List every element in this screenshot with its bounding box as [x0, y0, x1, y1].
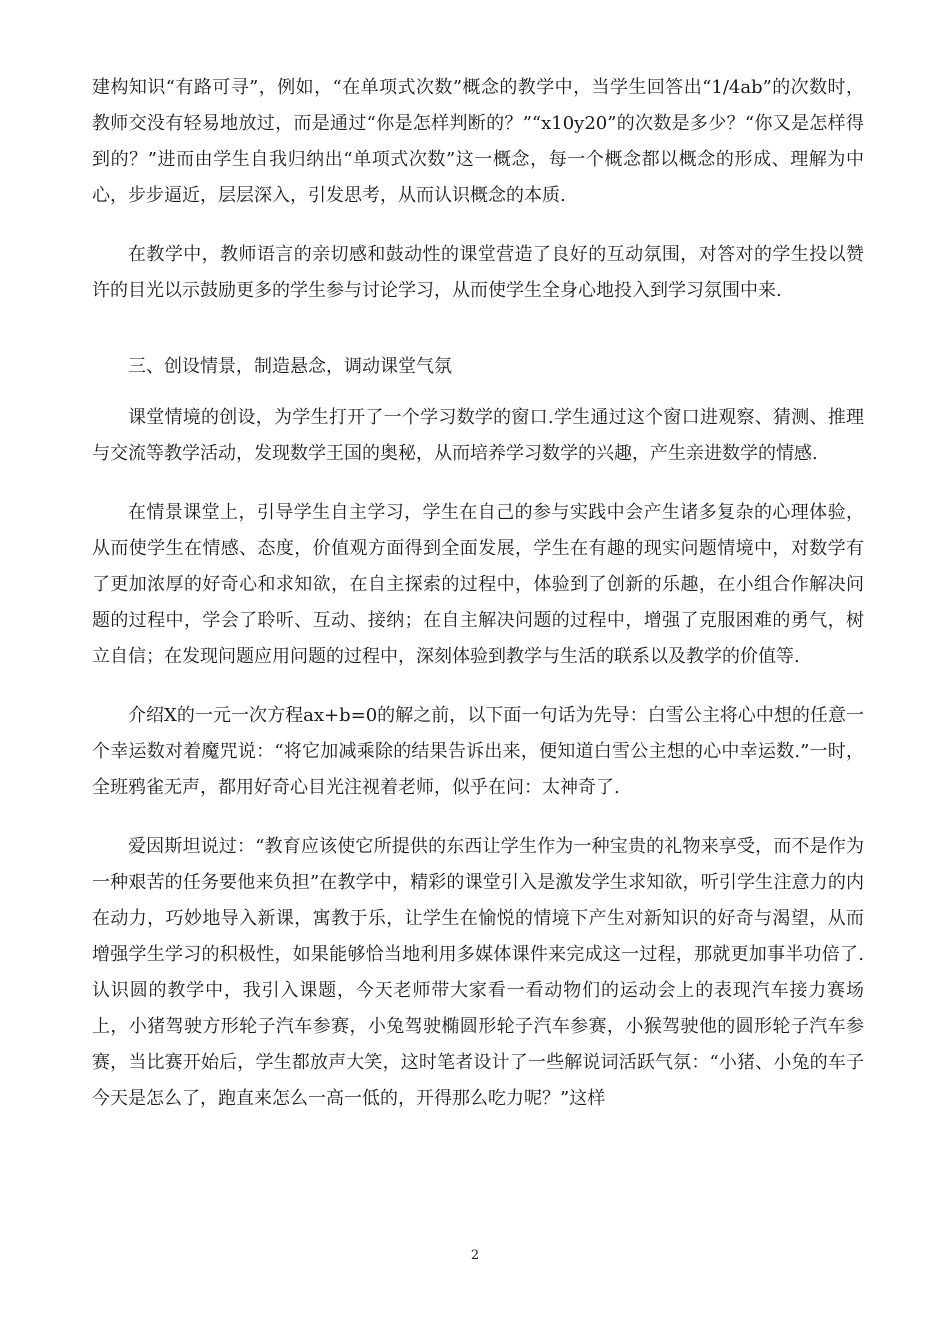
page-number: 2 — [470, 1248, 480, 1263]
paragraph-einstein-quote: 爱因斯坦说过：“教育应该使它所提供的东西让学生作为一种宝贵的礼物来享受，而不是作为一种艰苦的任务要他来负担”在教学中，精彩的课堂引入是激发学生求知欲，听引学生注意力的内在动力，巧妙地导入新课，寓教于乐，让学生在愉悦的情境下产生对新知识的好奇与渴望，从而增强学生学习的积极性，如果能够恰当地利用多媒体课件来完成这一过程，那就更加事半功倍了.认识圆的教学中，我引入课题，今天老师带大家看一看动物们的运动会上的表现汽车接力赛场上，小猪驾驶方形轮子汽车参赛，小兔驾驶椭圆形轮子汽车参赛，小猴驾驶他的圆形轮子汽车参赛，当比赛开始后，学生都放声大笑，这时笔者设计了一些解说词活跃气氛：“小猪、小兔的车子今天是怎么了，跑直来怎么一高一低的，开得那么吃力呢？”这样 — [92, 836, 864, 1109]
body-text — [92, 70, 864, 1140]
paragraph-situational-class: 在情景课堂上，引导学生自主学习，学生在自己的参与实践中会产生诸多复杂的心理体验，从而使学生在情感、态度，价值观方面得到全面发展，学生在有趣的现实问题情境中，对数学有了更加浓厚的好奇心和求知欲，在自主探索的过程中，体验到了创新的乐趣，在小组合作解决问题的过程中，学会了聆听、互动、接纳；在自主解决问题的过程中，增强了克服困难的勇气，树立自信；在发现问题应用问题的过程中，深刻体验到教学与生活的联系以及教学的价值等. — [92, 502, 864, 667]
paragraph-teacher-language: 在教学中，教师语言的亲切感和鼓动性的课堂营造了良好的互动氛围，对答对的学生投以赞许的目光以示鼓励更多的学生参与讨论学习，从而使学生全身心地投入到学习氛围中来. — [92, 244, 864, 301]
paragraph-concept-degree: 建构知识“有路可寻”，例如，“在单项式次数”概念的教学中，当学生回答出“1/4ab”的次数时，教师交没有轻易地放过，而是通过“你是怎样判断的？”“x10y20”的次数是多少？“你又是怎样得到的？”进而由学生自我归纳出“单项式次数”这一概念，每一个概念都以概念的形成、理解为中心，步步逼近，层层深入，引发思考，从而认识概念的本质. — [92, 77, 864, 206]
section-heading: 三、创设情景，制造悬念，调动课堂气氛 — [128, 356, 452, 377]
paragraph-linear-equation: 介绍X的一元一次方程ax+b=0的解之前，以下面一句话为先导：白雪公主将心中想的任意一个幸运数对着魔咒说：“将它加减乘除的结果告诉出来，便知道白雪公主想的心中幸运数.”一时，全班鸦雀无声，都用好奇心目光注视着老师，似乎在问：太神奇了. — [92, 705, 864, 798]
paragraph-classroom-situation: 课堂情境的创设，为学生打开了一个学习数学的窗口.学生通过这个窗口进观察、猜测、推理与交流等教学活动，发现数学王国的奥秘，从而培养学习数学的兴趣，产生亲进数学的情感. — [92, 407, 864, 464]
